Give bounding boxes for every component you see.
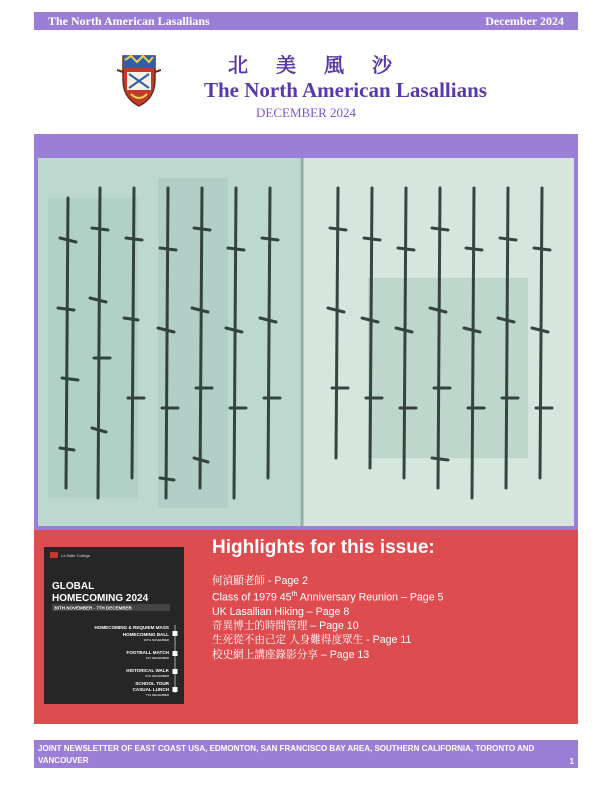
poster-event-name: HOMECOMING BALL (122, 632, 169, 637)
highlight-item[interactable]: 何湞顯老師 - Page 2 (212, 575, 308, 587)
highlights-list (212, 574, 443, 662)
poster-event-name: HISTORICAL WALK (126, 668, 169, 673)
poster-title-2: HOMECOMING 2024 (52, 593, 149, 604)
poster-event-name: FOOTBALL MATCH (126, 650, 169, 655)
highlight-item[interactable]: 奇異博士的時間管理 – Page 10 (212, 620, 359, 633)
footer-bar (34, 740, 578, 768)
page-number: 1 (569, 757, 574, 766)
poster-dates: 30TH NOVEMBER - 7TH DECEMBER (54, 605, 132, 611)
header-title: The North American Lasallians (48, 14, 210, 28)
poster-event-name: SCHOOL TOUR (135, 681, 169, 686)
highlight-item[interactable]: 校史網上講座錄影分享 – Page 13 (212, 648, 370, 661)
homecoming-poster (44, 547, 184, 704)
poster-event-date: 6TH DECEMBER (145, 674, 169, 678)
poster-event-date: 30TH NOVEMBER (143, 638, 169, 642)
highlight-item[interactable]: Class of 1979 45th Anniversary Reunion – Page 5 (212, 591, 444, 604)
footer-text: JOINT NEWSLETTER OF EAST COAST USA, EDMONTON, SAN FRANCISCO BAY AREA, SOUTHERN CALIFORNIA, TORONTO AND VANCOUVER (38, 744, 535, 765)
header-bar (34, 12, 578, 30)
header-date: December 2024 (485, 14, 564, 28)
poster-event-date: 7TH DECEMBER (145, 693, 169, 697)
highlight-item[interactable]: UK Lasallian Hiking – Page 8 (212, 605, 350, 618)
poster-event-date: 1ST DECEMBER (145, 656, 169, 660)
poster-event-name: CASUAL LUNCH (132, 687, 169, 692)
issue-date: DECEMBER 2024 (256, 105, 357, 120)
highlights-heading: Highlights for this issue: (212, 537, 435, 558)
poster-org: La Salle College (61, 553, 91, 558)
poster-title-1: GLOBAL (52, 581, 95, 592)
poster-event-name: HOMECOMING & REQUIEM MASS (94, 625, 169, 630)
chinese-title: 北美風沙 (228, 53, 420, 77)
highlight-item[interactable]: 生死從不由己定 人身難得度眾生 - Page 11 (212, 634, 412, 647)
school-crest-logo (117, 50, 161, 108)
english-title: The North American Lasallians (204, 78, 487, 102)
calligraphy-cover-photo (38, 158, 574, 526)
